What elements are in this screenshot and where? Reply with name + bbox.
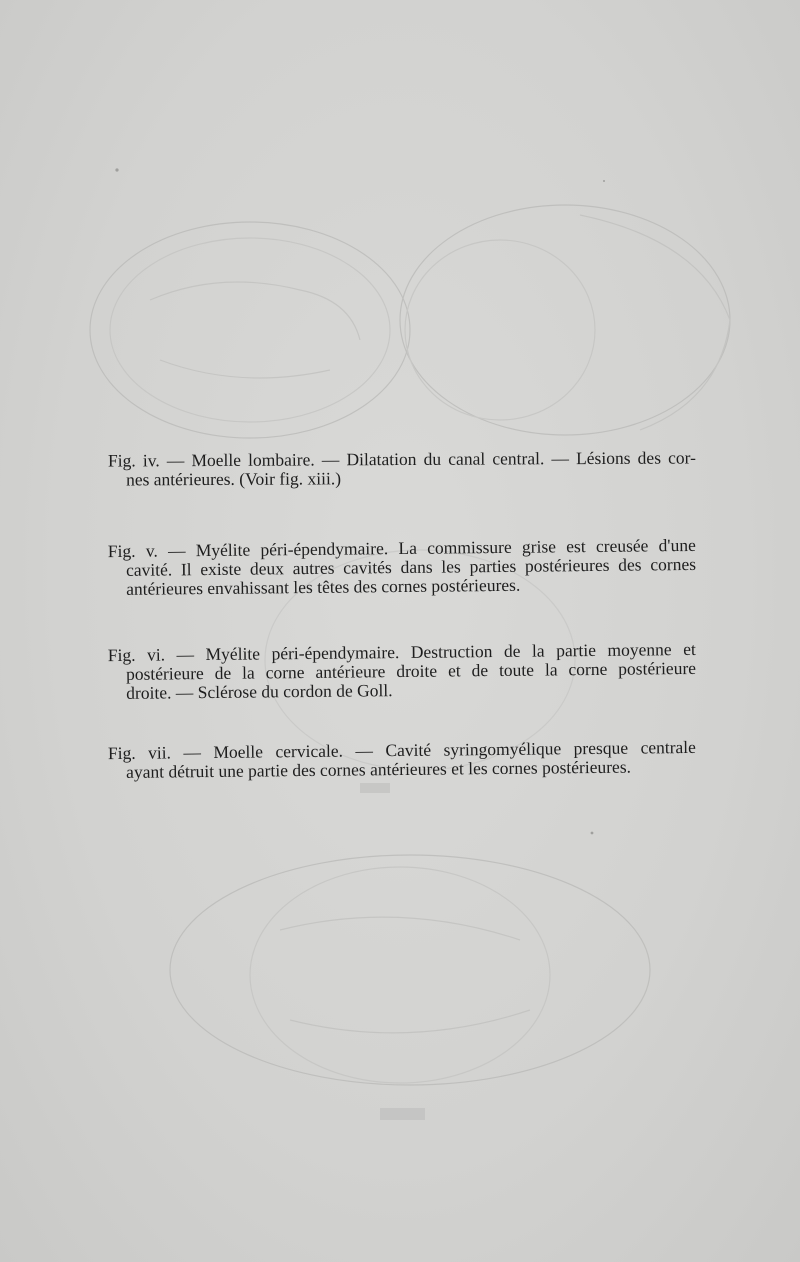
figure-caption-iv <box>108 448 696 489</box>
caption-line: postérieure de la corne antérieure droite et de toute la corne postérieure <box>125 657 697 684</box>
speck <box>115 168 118 171</box>
caption-line: droite. — Sclérose du cordon de Goll. <box>126 680 393 703</box>
speck <box>591 832 594 835</box>
caption-line: antérieures envahissant les têtes des cornes postérieures. <box>126 574 521 599</box>
figure-caption-v <box>108 536 697 599</box>
bleed-fig-label-middle <box>360 783 390 793</box>
caption-line: Fig. vii. — Moelle cervicale. — Cavité syringomyélique presque centrale <box>107 736 696 764</box>
caption-line: Fig. iv. — Moelle lombaire. — Dilatation du canal central. — Lésions des cor- <box>107 447 696 471</box>
bleed-section-lower <box>170 855 650 1085</box>
caption-line: ayant détruit une partie des cornes antérieures et les cornes postérieures. <box>126 756 632 782</box>
bleed-section-upper-right <box>400 205 730 435</box>
caption-line: Fig. v. — Myélite péri-épendymaire. La commissure grise est creusée d'une <box>107 534 696 562</box>
bleed-fig-label-lower <box>380 1108 425 1120</box>
figure-caption-vii <box>108 738 696 782</box>
speck <box>603 180 605 182</box>
caption-line: cavité. Il existe deux autres cavités dans les parties postérieures des cornes <box>125 553 697 580</box>
caption-line: Fig. vi. — Myélite péri-épendymaire. Destruction de la partie moyenne et <box>107 638 696 666</box>
bleed-section-upper-left <box>90 222 410 438</box>
caption-line: nes antérieures. (Voir fig. xiii.) <box>125 468 342 490</box>
figure-caption-vi <box>108 640 697 703</box>
